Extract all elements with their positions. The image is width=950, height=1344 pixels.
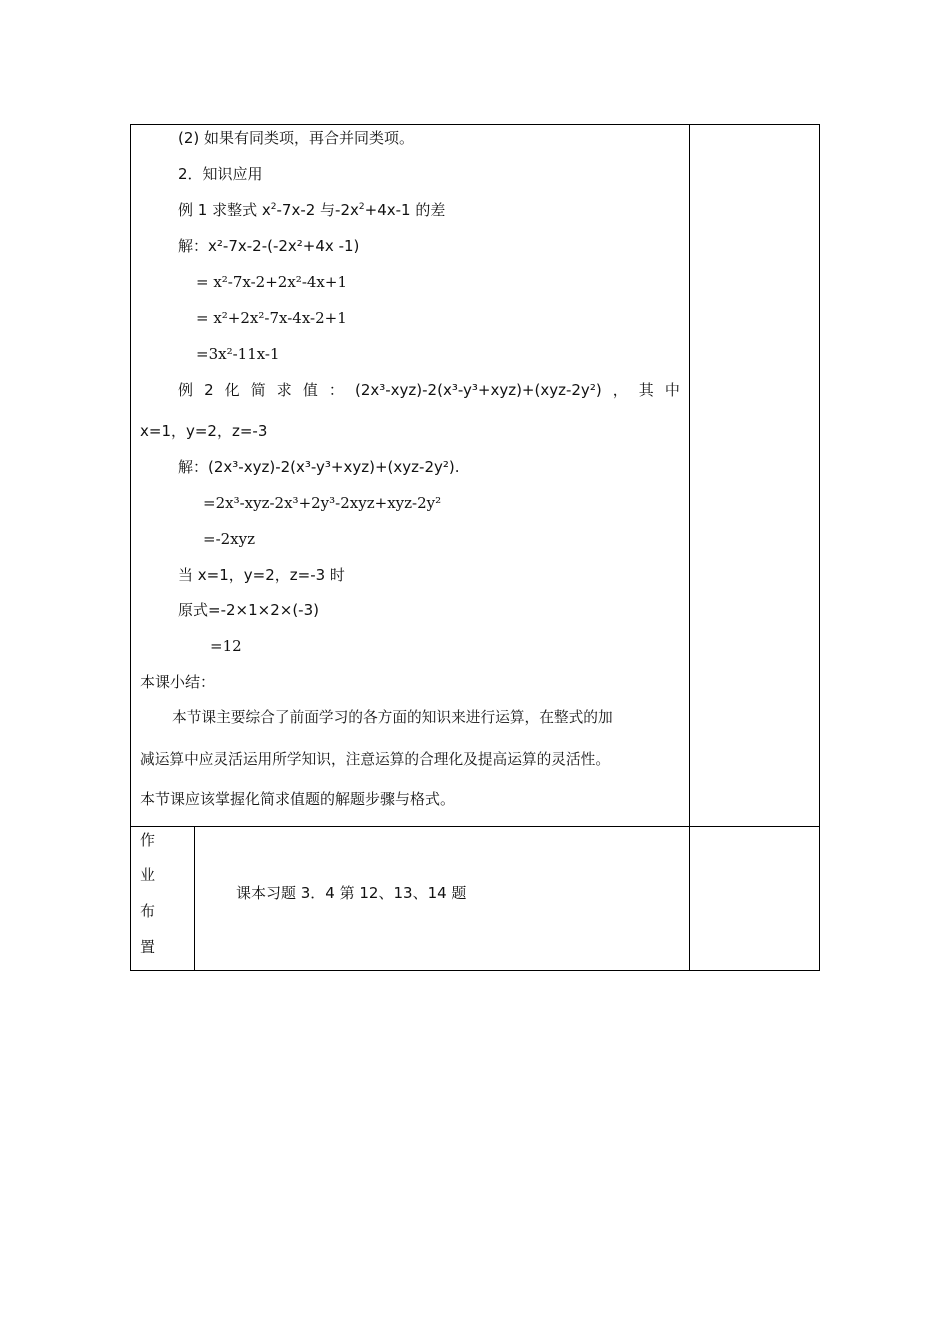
- section-heading: 2．知识应用: [178, 165, 263, 183]
- example-2: 例 2 化 简 求 值 ： (2x³-xyz)-2(x³-y³+xyz)+(xyz-2y²) ， 其 中: [178, 381, 680, 399]
- evaluation-text: 原式=-2×1×2×(-3): [178, 601, 319, 619]
- solution-1-step: = x²+2x²-7x-4x-2+1: [196, 309, 347, 327]
- evaluation-result: =12: [210, 637, 242, 655]
- homework-label-char: 作: [140, 831, 156, 849]
- example-2-values: x=1，y=2，z=-3: [140, 422, 268, 440]
- homework-label-char: 业: [140, 866, 156, 884]
- step-2-text: (2) 如果有同类项，再合并同类项。: [178, 129, 415, 147]
- solution-2: 解：(2x³-xyz)-2(x³-y³+xyz)+(xyz-2y²).: [178, 458, 460, 476]
- solution-2-step: =-2xyz: [203, 530, 256, 548]
- solution-1-result: =3x²-11x-1: [196, 345, 280, 363]
- substitution-text: 当 x=1，y=2，z=-3 时: [178, 566, 345, 584]
- homework-text: 课本习题 3．4 第 12、13、14 题: [236, 884, 467, 902]
- solution-1: 解：x²-7x-2-(-2x²+4x -1): [178, 237, 360, 255]
- column-divider: [689, 125, 690, 970]
- summary-text: 本节课主要综合了前面学习的各方面的知识来进行运算，在整式的加: [172, 709, 613, 726]
- homework-label-char: 布: [140, 902, 156, 920]
- example-1: 例 1 求整式 $x^2-7x-2$ 与$-2x^2+4x-1$ 的差: [178, 201, 446, 219]
- summary-text: 减运算中应灵活运用所学知识，注意运算的合理化及提高运算的灵活性。: [140, 751, 611, 768]
- summary-text: 本节课应该掌握化简求值题的解题步骤与格式。: [140, 790, 456, 808]
- solution-1-step: = x²-7x-2+2x²-4x+1: [196, 273, 347, 291]
- label-column-divider: [194, 826, 195, 970]
- row-divider: [131, 826, 819, 827]
- solution-2-step: =2x³-xyz-2x³+2y³-2xyz+xyz-2y²: [203, 494, 442, 512]
- homework-label-char: 置: [140, 938, 156, 956]
- summary-title: 本课小结：: [140, 673, 216, 691]
